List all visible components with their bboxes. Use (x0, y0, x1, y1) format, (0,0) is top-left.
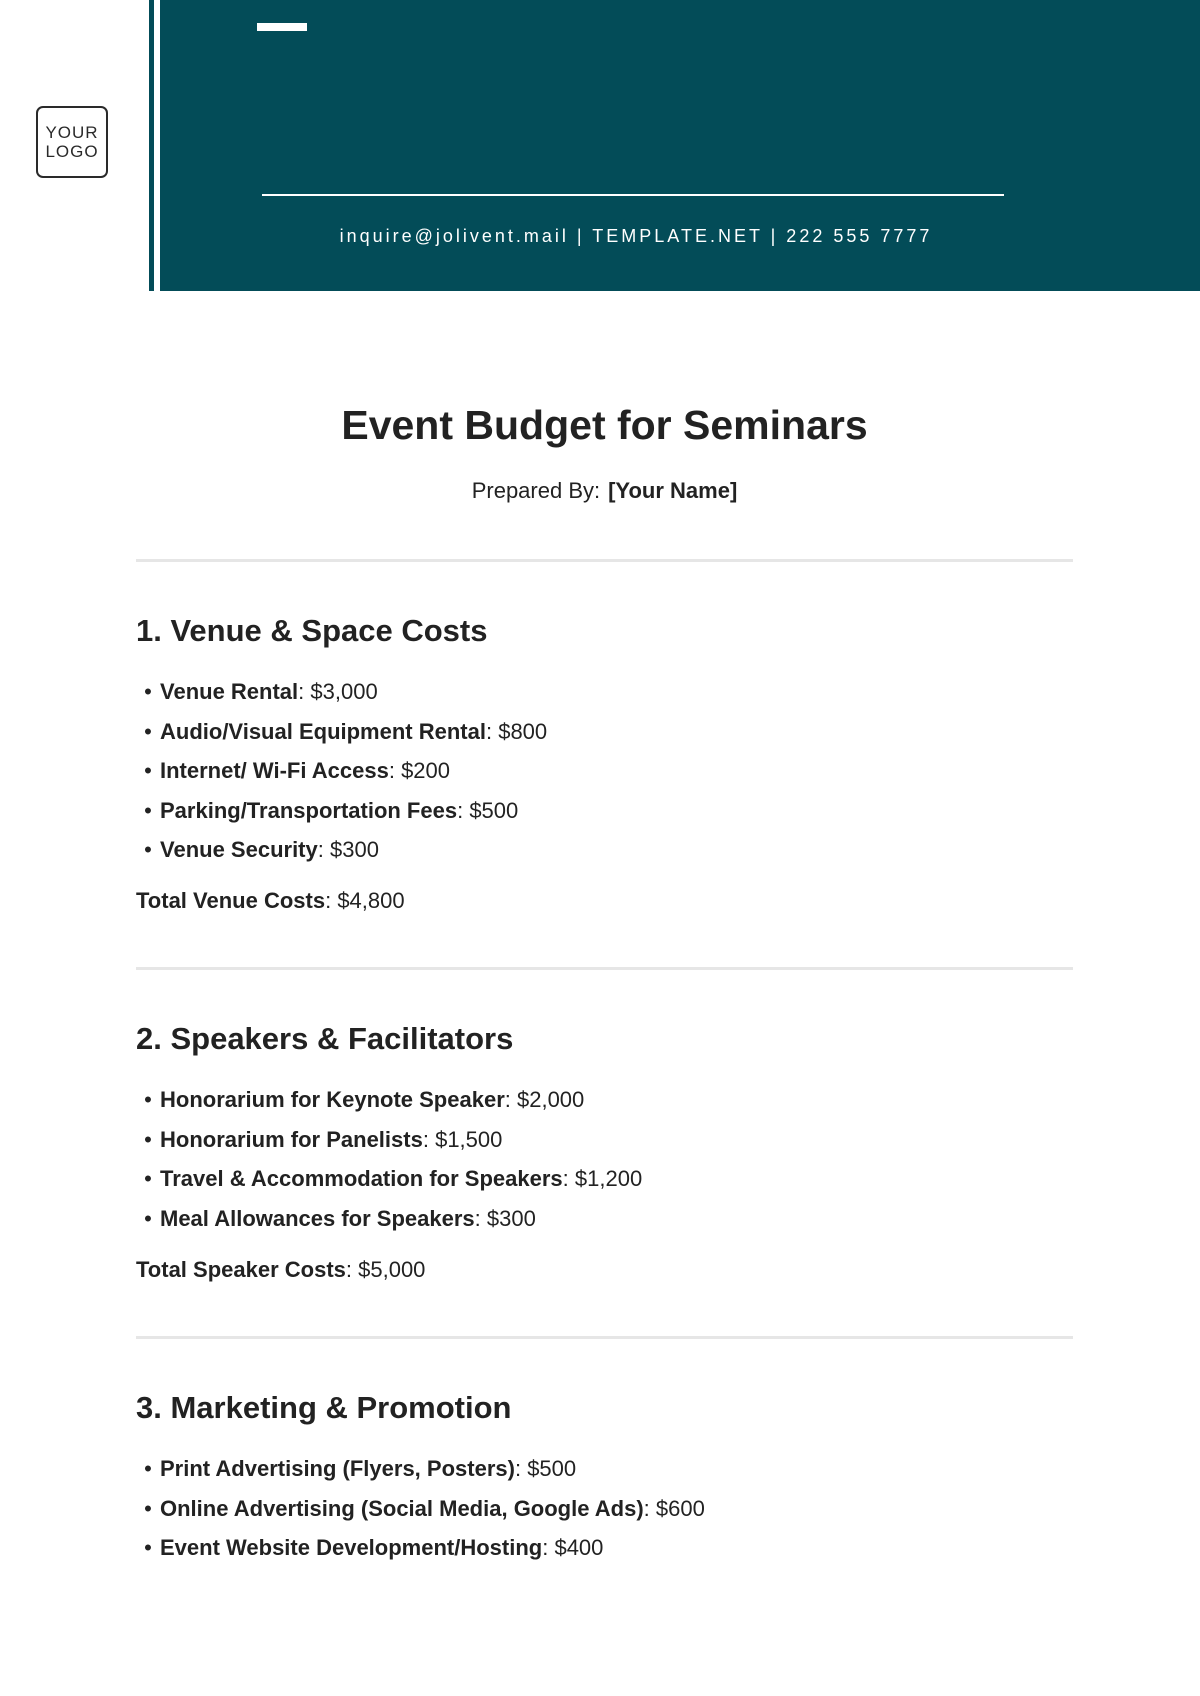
list-item: • Print Advertising (Flyers, Posters): $500 (144, 1456, 577, 1481)
section-divider (136, 559, 1073, 562)
venue-cost-list (136, 672, 547, 870)
list-item: • Parking/Transportation Fees: $500 (144, 797, 519, 823)
section-title-venue: 1. Venue & Space Costs (136, 613, 488, 648)
list-item: • Honorarium for Panelists: $1,500 (144, 1126, 503, 1152)
speaker-cost-list (136, 1080, 642, 1238)
section-divider (136, 967, 1073, 970)
prepared-by-name: [Your Name] (608, 478, 738, 503)
list-item: • Meal Allowances for Speakers: $300 (144, 1205, 536, 1231)
section-divider (136, 1336, 1073, 1339)
list-item: • Event Website Development/Hosting: $400 (144, 1535, 604, 1560)
list-item: • Travel & Accommodation for Speakers: $1,200 (144, 1166, 643, 1191)
header-accent-stripe (149, 0, 154, 291)
list-item: • Internet/ Wi-Fi Access: $200 (144, 758, 451, 783)
header-rule (262, 194, 1004, 196)
list-item: • Online Advertising (Social Media, Google Ads): $600 (144, 1495, 705, 1521)
total-speaker-costs: Total Speaker Costs: $5,000 (136, 1257, 426, 1282)
section-title-speakers: 2. Speakers & Facilitators (136, 1021, 514, 1056)
marketing-cost-list (136, 1449, 705, 1568)
section-title-marketing: 3. Marketing & Promotion (136, 1390, 512, 1425)
list-item: • Venue Rental: $3,000 (144, 679, 378, 704)
header-banner (160, 0, 1200, 291)
total-venue-costs: Total Venue Costs: $4,800 (136, 888, 405, 913)
company-logo (36, 106, 108, 178)
list-item: • Honorarium for Keynote Speaker: $2,000 (144, 1087, 585, 1112)
prepared-by (136, 478, 1073, 504)
logo-line-2: LOGO (45, 142, 99, 161)
prepared-by-label: Prepared By: (471, 478, 601, 503)
list-item: • Venue Security: $300 (144, 837, 379, 862)
logo-line-1: YOUR (45, 123, 99, 142)
contact-info: inquire@jolivent.mail | TEMPLATE.NET | 222 555 7777 (339, 226, 933, 246)
list-item: • Audio/Visual Equipment Rental: $800 (144, 718, 548, 744)
page-title: Event Budget for Seminars (341, 402, 868, 448)
header-dash (257, 23, 307, 31)
